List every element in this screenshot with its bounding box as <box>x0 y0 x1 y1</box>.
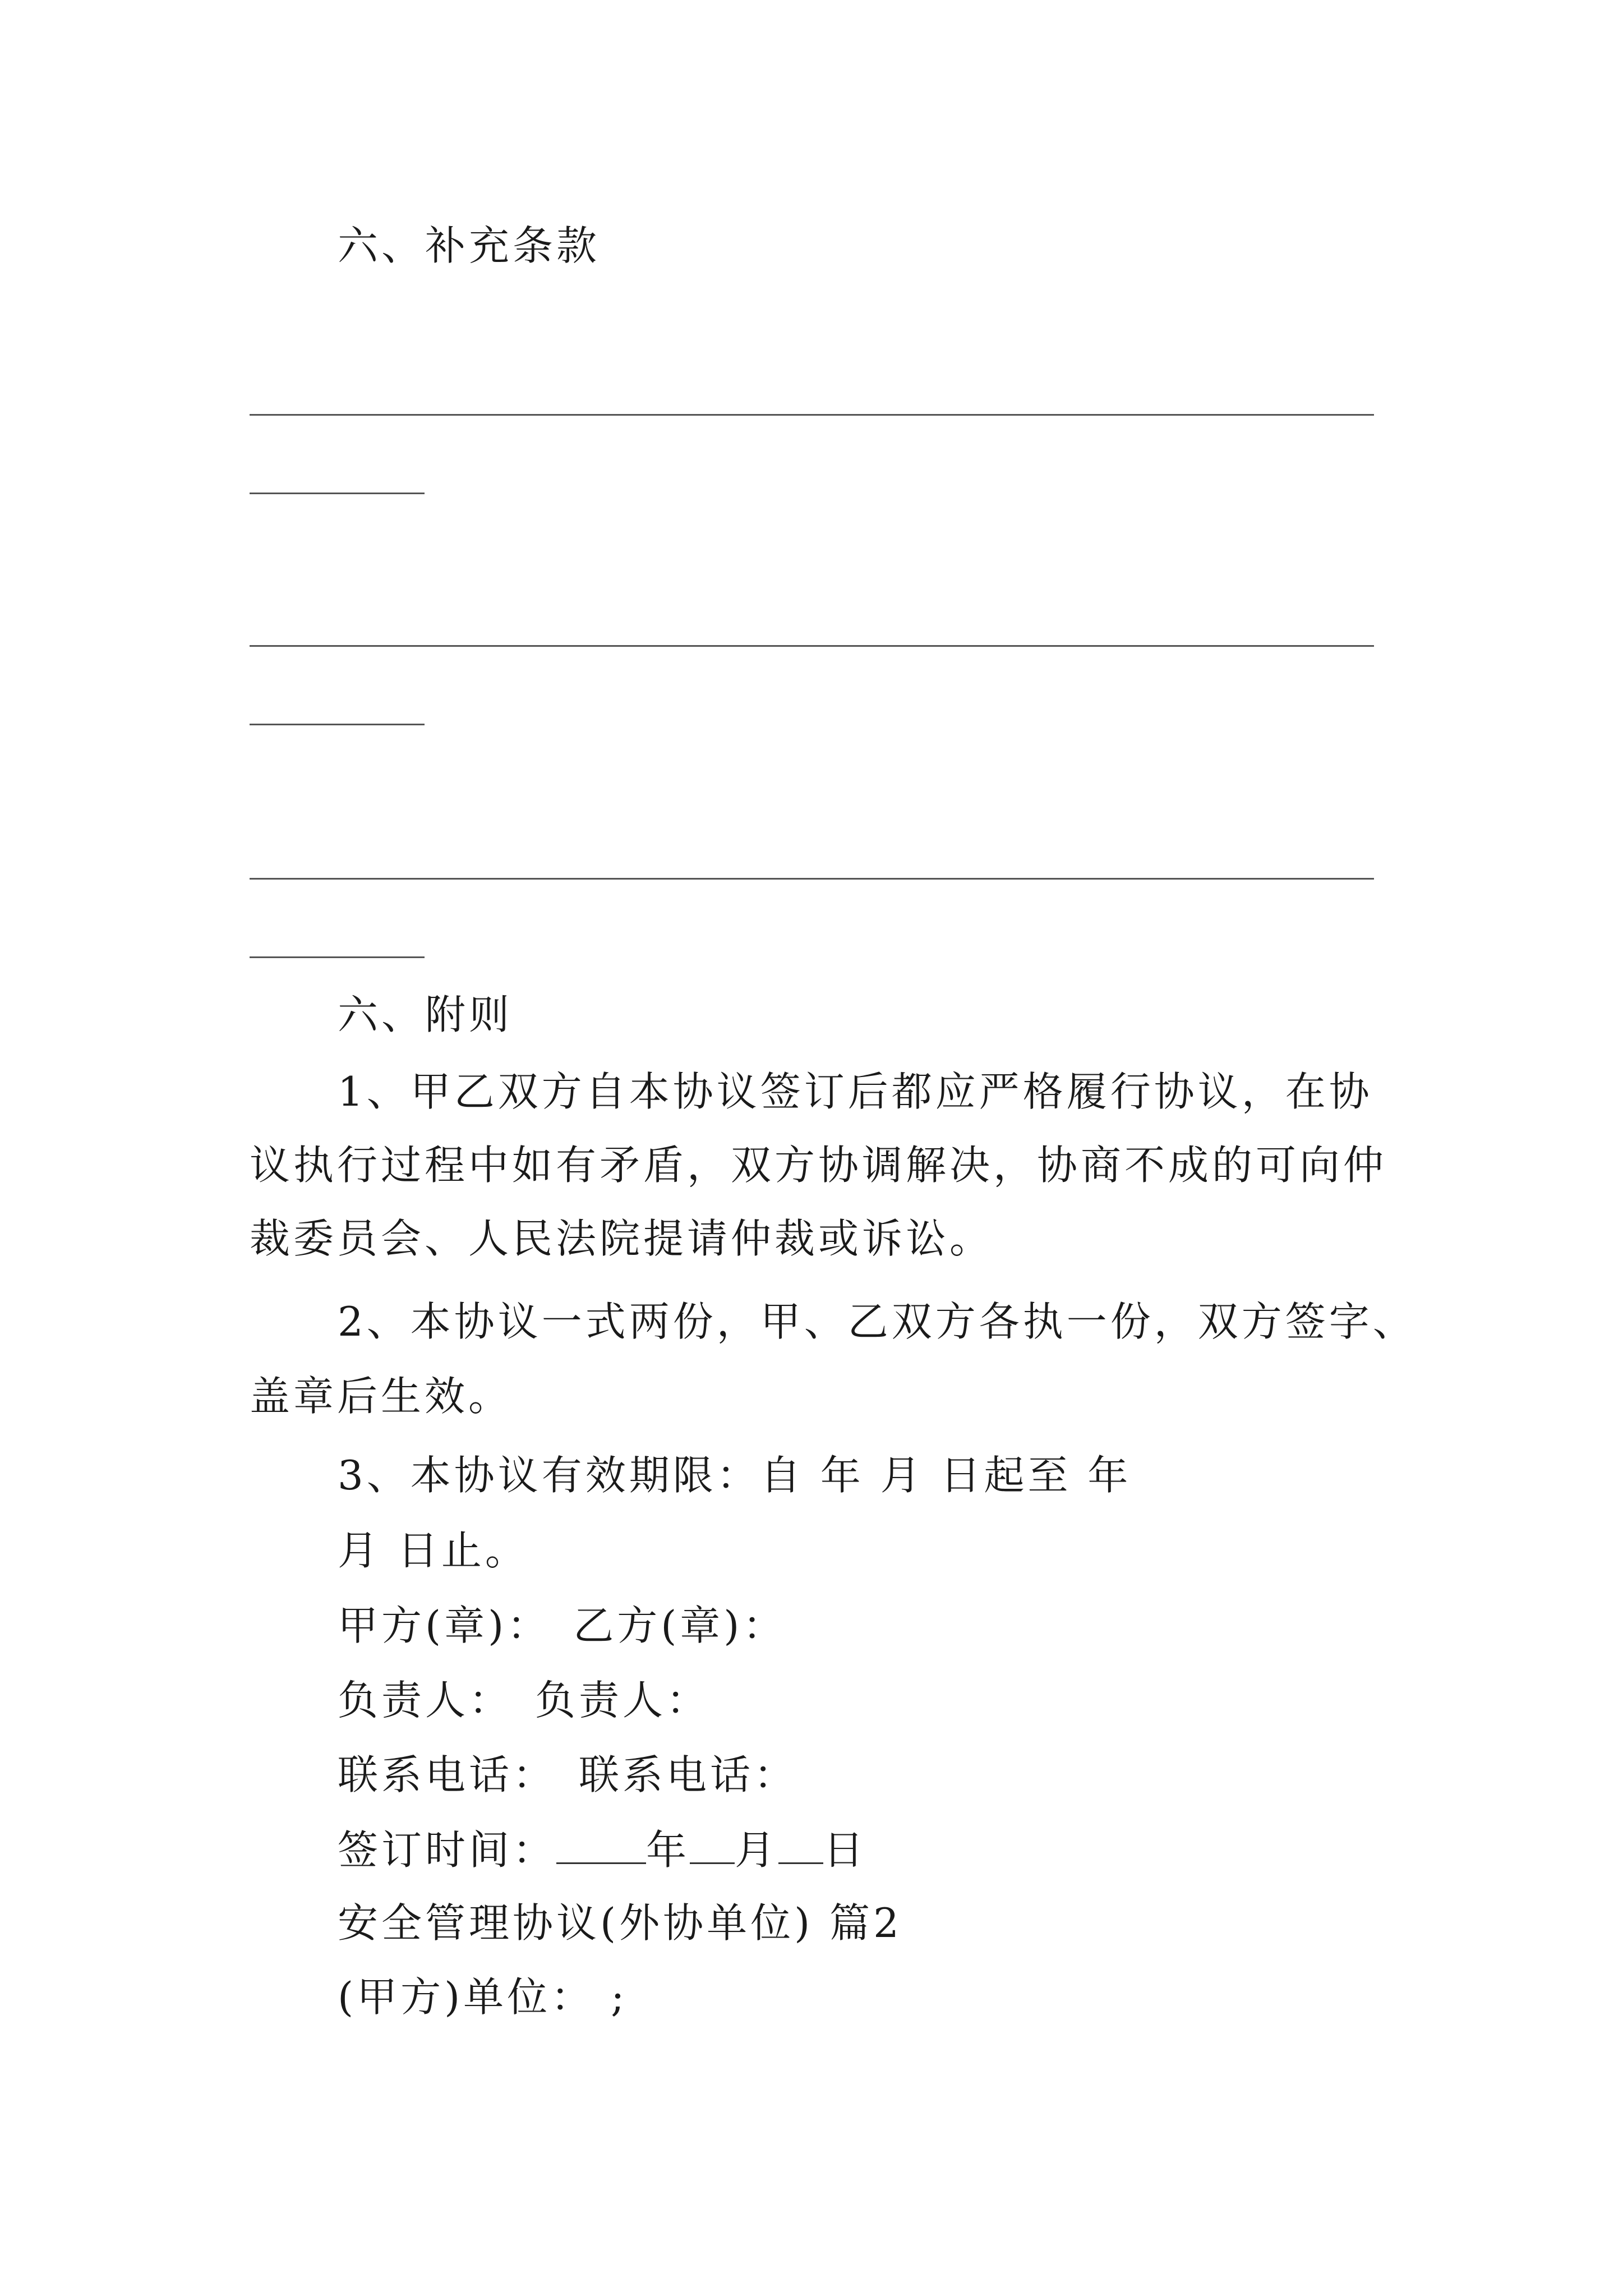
heading-supplementary-terms: 六、补充条款 <box>338 222 601 269</box>
year-label: 年 <box>646 1826 690 1874</box>
clause-3-line-1: 3、本协议有效期限：自 年 月 日起至 年 <box>338 1452 1132 1499</box>
sign-time-row <box>338 1826 868 1874</box>
clause-1-line-1: 1、甲乙双方自本协议签订后都应严格履行协议，在协 <box>338 1068 1373 1115</box>
next-document-title: 安全管理协议(外协单位) 篇2 <box>338 1899 902 1947</box>
responsible-row <box>338 1677 711 1724</box>
month-label: 月 <box>735 1826 779 1874</box>
phone-row <box>338 1751 798 1798</box>
blank-line <box>250 724 425 725</box>
clause-2-line-1: 2、本协议一式两份，甲、乙双方各执一份，双方签字、 <box>338 1298 1417 1345</box>
blank-line <box>250 493 425 494</box>
party-a-seal-label: 甲方(章)： <box>338 1602 551 1649</box>
responsible-b-label: 负责人： <box>535 1677 711 1724</box>
blank-line <box>250 956 425 958</box>
phone-b-label: 联系电话： <box>579 1751 798 1798</box>
month-blank <box>690 1829 735 1864</box>
phone-a-label: 联系电话： <box>338 1751 557 1798</box>
seal-row <box>338 1602 787 1649</box>
clause-1-line-2: 议执行过程中如有矛盾，双方协调解决，协商不成的可向仲 <box>250 1142 1387 1189</box>
clause-2-line-2: 盖章后生效。 <box>250 1373 513 1420</box>
responsible-a-label: 负责人： <box>338 1677 513 1724</box>
heading-appendix: 六、附则 <box>338 991 513 1038</box>
blank-line <box>250 878 1374 880</box>
sign-time-label: 签订时间： <box>338 1826 557 1874</box>
year-blank <box>556 1829 646 1864</box>
party-a-unit-line: (甲方)单位： ; <box>338 1973 628 2021</box>
day-label: 日 <box>823 1826 868 1874</box>
blank-line <box>250 414 1374 416</box>
clause-1-line-3: 裁委员会、人民法院提请仲裁或诉讼。 <box>250 1215 994 1262</box>
day-blank <box>778 1829 823 1864</box>
clause-3-line-2: 月 日止。 <box>338 1527 529 1574</box>
party-b-seal-label: 乙方(章)： <box>573 1602 787 1649</box>
blank-line <box>250 645 1374 647</box>
